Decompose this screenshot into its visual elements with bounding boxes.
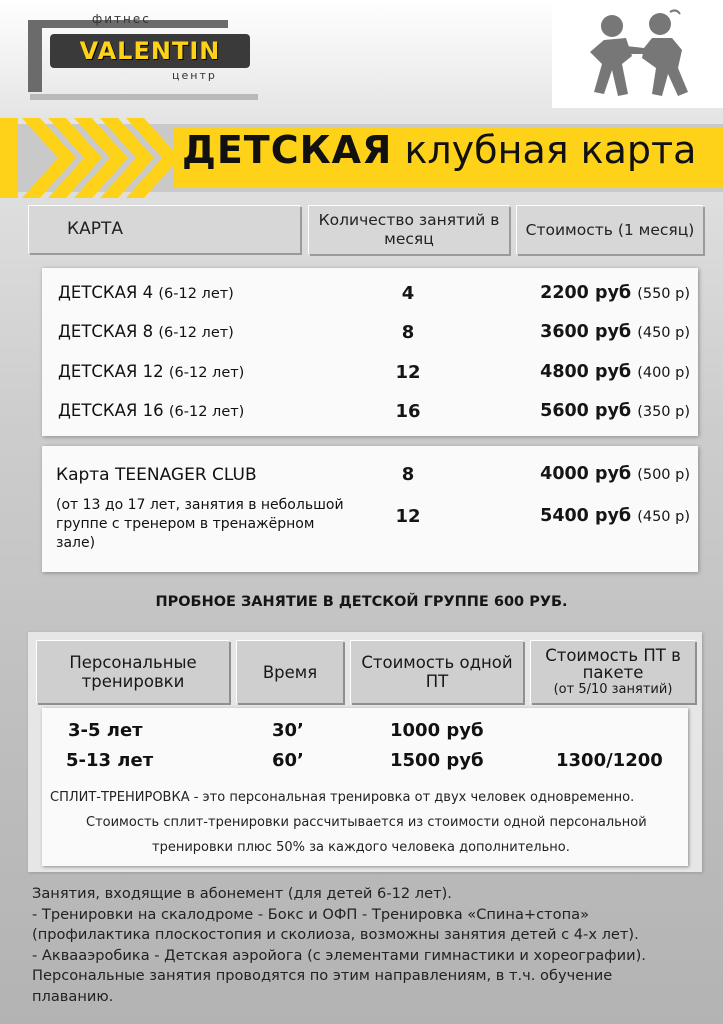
activities-line: (профилактика плоскостопия и сколиоза, возможны занятия детей с 4-х лет). xyxy=(32,926,639,943)
card-title: ДЕТСКАЯ 4 xyxy=(58,283,154,302)
pt-time: 30’ xyxy=(272,720,304,741)
header-price: Стоимость (1 месяц) xyxy=(516,205,703,254)
card-name xyxy=(58,401,244,420)
card-qty: 16 xyxy=(395,401,421,422)
logo-top-text: фитнес xyxy=(92,12,151,26)
split-term: СПЛИТ-ТРЕНИРОВКА xyxy=(50,790,190,805)
title-light: клубная карта xyxy=(404,128,697,172)
price-value: 3600 руб xyxy=(540,322,632,342)
activities-line: Персональные занятия проводятся по этим направлениям, в т.ч. обучение xyxy=(32,967,613,984)
price-per-session: (350 р) xyxy=(637,404,690,420)
included-activities xyxy=(32,884,702,1007)
teen-price xyxy=(490,464,690,484)
teen-card-description: (от 13 до 17 лет, занятия в небольшой группе с тренером в тренажёрном зале) xyxy=(56,497,344,551)
pt-price: 1000 руб xyxy=(390,720,484,741)
split-price-line: Стоимость сплит-тренировки рассчитывается из стоимости одной персональной xyxy=(86,815,647,830)
card-age: (6-12 лет) xyxy=(168,404,245,420)
header-quantity: Количество занятий в месяц xyxy=(308,205,509,254)
card-qty: 8 xyxy=(401,322,415,343)
activities-line: - Тренировки на скалодроме - Бокс и ОФП - Тренировка «Спина+стопа» xyxy=(32,905,589,923)
split-def: - это персональная тренировка от двух человек одновременно. xyxy=(189,790,635,805)
pt-age: 5-13 лет xyxy=(66,750,154,771)
pt-header-time: Время xyxy=(236,640,343,703)
header-card: КАРТА xyxy=(28,205,300,253)
pt-header-package-title: Стоимость ПТ в пакете xyxy=(545,645,681,682)
card-title: ДЕТСКАЯ 12 xyxy=(58,362,164,381)
card-name xyxy=(58,322,234,341)
activities-line: Занятия, входящие в абонемент (для детей 6-12 лет). xyxy=(32,885,452,902)
activities-line: - Аквааэробика - Детская аэройога (с элементами гимнастики и хореографии). xyxy=(32,946,646,964)
activities-line: плаванию. xyxy=(32,987,114,1005)
pt-header-type: Персональные тренировки xyxy=(36,640,229,703)
trial-lesson-note: ПРОБНОЕ ЗАНЯТИЕ В ДЕТСКОЙ ГРУППЕ 600 РУБ. xyxy=(155,594,568,610)
split-price-line: тренировки плюс 50% за каждого человека дополнительно. xyxy=(152,840,570,855)
pt-header-package-note: (от 5/10 занятий) xyxy=(553,681,673,697)
teen-card-title: Карта TEENAGER CLUB xyxy=(56,465,257,485)
pt-age: 3-5 лет xyxy=(68,720,143,741)
price-per-session: (500 р) xyxy=(637,467,690,483)
split-training-definition xyxy=(50,790,634,805)
logo-bottom-text: центр xyxy=(172,69,217,82)
price-per-session: (550 р) xyxy=(637,286,690,302)
pt-price: 1500 руб xyxy=(390,750,484,771)
dancing-kids-icon xyxy=(582,8,692,100)
card-price xyxy=(490,362,690,382)
pt-package-price: 1300/1200 xyxy=(556,750,663,771)
card-age: (6-12 лет) xyxy=(158,325,234,341)
pt-time: 60’ xyxy=(272,750,304,771)
price-per-session: (450 р) xyxy=(637,509,690,525)
price-value: 5400 руб xyxy=(540,506,632,526)
card-age: (6-12 лет) xyxy=(168,365,245,381)
teen-qty: 8 xyxy=(401,464,415,485)
teen-price xyxy=(490,506,690,526)
card-qty: 4 xyxy=(401,283,415,304)
price-value: 4000 руб xyxy=(540,464,632,484)
card-price xyxy=(490,283,690,303)
card-price xyxy=(490,322,690,342)
card-name xyxy=(58,283,234,302)
card-name xyxy=(58,362,244,381)
pt-header-package xyxy=(530,640,695,703)
page-title xyxy=(182,128,696,172)
card-title: ДЕТСКАЯ 16 xyxy=(58,401,164,420)
card-qty: 12 xyxy=(395,362,421,383)
price-value: 4800 руб xyxy=(540,362,632,382)
price-value: 2200 руб xyxy=(540,283,632,303)
teen-qty: 12 xyxy=(395,506,421,527)
price-per-session: (450 р) xyxy=(637,325,690,341)
price-value: 5600 руб xyxy=(540,401,632,421)
title-bold: ДЕТСКАЯ xyxy=(182,128,393,172)
card-price xyxy=(490,401,690,421)
logo-name: VALENTIN xyxy=(50,34,250,68)
pt-header-price: Стоимость одной ПТ xyxy=(350,640,523,703)
price-per-session: (400 р) xyxy=(637,365,690,381)
card-title: ДЕТСКАЯ 8 xyxy=(58,322,154,341)
card-age: (6-12 лет) xyxy=(158,286,234,302)
